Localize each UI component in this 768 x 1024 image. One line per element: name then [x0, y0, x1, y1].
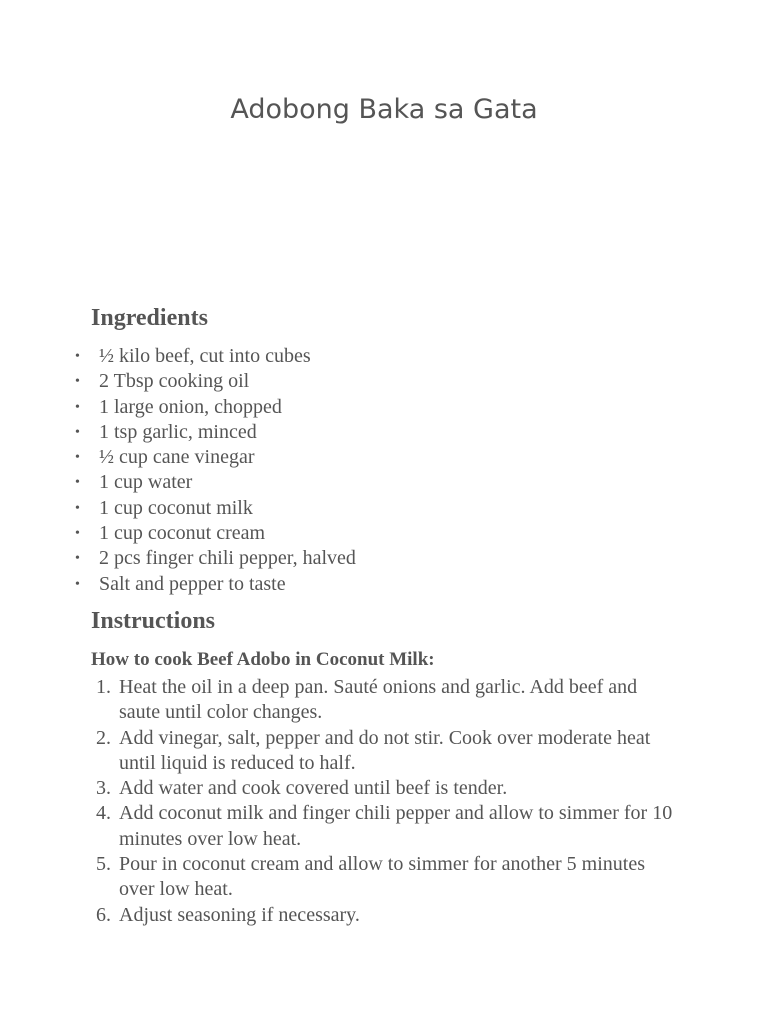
- step-item: [0, 675, 679, 726]
- bullet-icon: •: [75, 500, 80, 516]
- ingredient-text: 1 large onion, chopped: [99, 395, 282, 418]
- ingredient-text: 1 tsp garlic, minced: [99, 420, 257, 443]
- ingredient-text: ½ kilo beef, cut into cubes: [99, 345, 311, 367]
- list-item: [0, 546, 356, 571]
- step-item: [0, 903, 679, 928]
- instructions-heading: Instructions: [91, 608, 216, 634]
- step-item: [0, 726, 679, 777]
- ingredient-text: 1 cup water: [99, 471, 193, 494]
- step-number: 3.: [96, 777, 111, 800]
- step-item: [0, 801, 679, 852]
- list-item: [0, 369, 356, 394]
- step-text: Add coconut milk and finger chili pepper and allow to simmer for 10 minutes over low heat.: [119, 802, 673, 850]
- page-title: Adobong Baka sa Gata: [230, 94, 538, 125]
- ingredient-text: Salt and pepper to taste: [99, 572, 286, 595]
- step-text: Pour in coconut cream and allow to simmer for another 5 minutes over low heat.: [119, 853, 645, 901]
- instructions-subheading: How to cook Beef Adobo in Coconut Milk:: [91, 649, 435, 670]
- bullet-icon: •: [75, 424, 80, 440]
- ingredient-text: 2 Tbsp cooking oil: [99, 370, 250, 393]
- step-text: Add vinegar, salt, pepper and do not stir. Cook over moderate heat until liquid is reduced to half.: [119, 726, 651, 774]
- list-item: [0, 572, 356, 597]
- step-text: Add water and cook covered until beef is tender.: [119, 777, 508, 800]
- step-item: [0, 776, 679, 801]
- step-item: [0, 852, 679, 903]
- list-item: [0, 420, 356, 445]
- step-text: Adjust seasoning if necessary.: [119, 903, 360, 926]
- step-number: 5.: [96, 853, 111, 876]
- step-number: 6.: [96, 903, 111, 926]
- ingredient-text: ½ cup cane vinegar: [99, 446, 255, 469]
- list-item: [0, 470, 356, 495]
- ingredient-list: [0, 344, 356, 597]
- ingredients-heading: Ingredients: [91, 305, 208, 331]
- instruction-steps: [0, 675, 679, 928]
- list-item: [0, 395, 356, 420]
- bullet-icon: •: [75, 551, 80, 567]
- bullet-icon: •: [75, 576, 80, 592]
- list-item: [0, 496, 356, 521]
- bullet-icon: •: [75, 475, 80, 491]
- step-number: 2.: [96, 726, 111, 749]
- step-text: Heat the oil in a deep pan. Sauté onions and garlic. Add beef and saute until color changes.: [119, 676, 638, 724]
- ingredient-text: 1 cup coconut cream: [99, 522, 266, 545]
- list-item: [0, 521, 356, 546]
- step-number: 4.: [96, 802, 111, 825]
- bullet-icon: •: [75, 399, 80, 415]
- list-item: [0, 344, 356, 369]
- list-item: [0, 445, 356, 470]
- step-number: 1.: [96, 676, 111, 698]
- bullet-icon: •: [75, 374, 80, 390]
- bullet-icon: •: [75, 349, 80, 364]
- ingredient-text: 2 pcs finger chili pepper, halved: [99, 547, 356, 570]
- bullet-icon: •: [75, 450, 80, 466]
- ingredient-text: 1 cup coconut milk: [99, 496, 253, 519]
- bullet-icon: •: [75, 526, 80, 542]
